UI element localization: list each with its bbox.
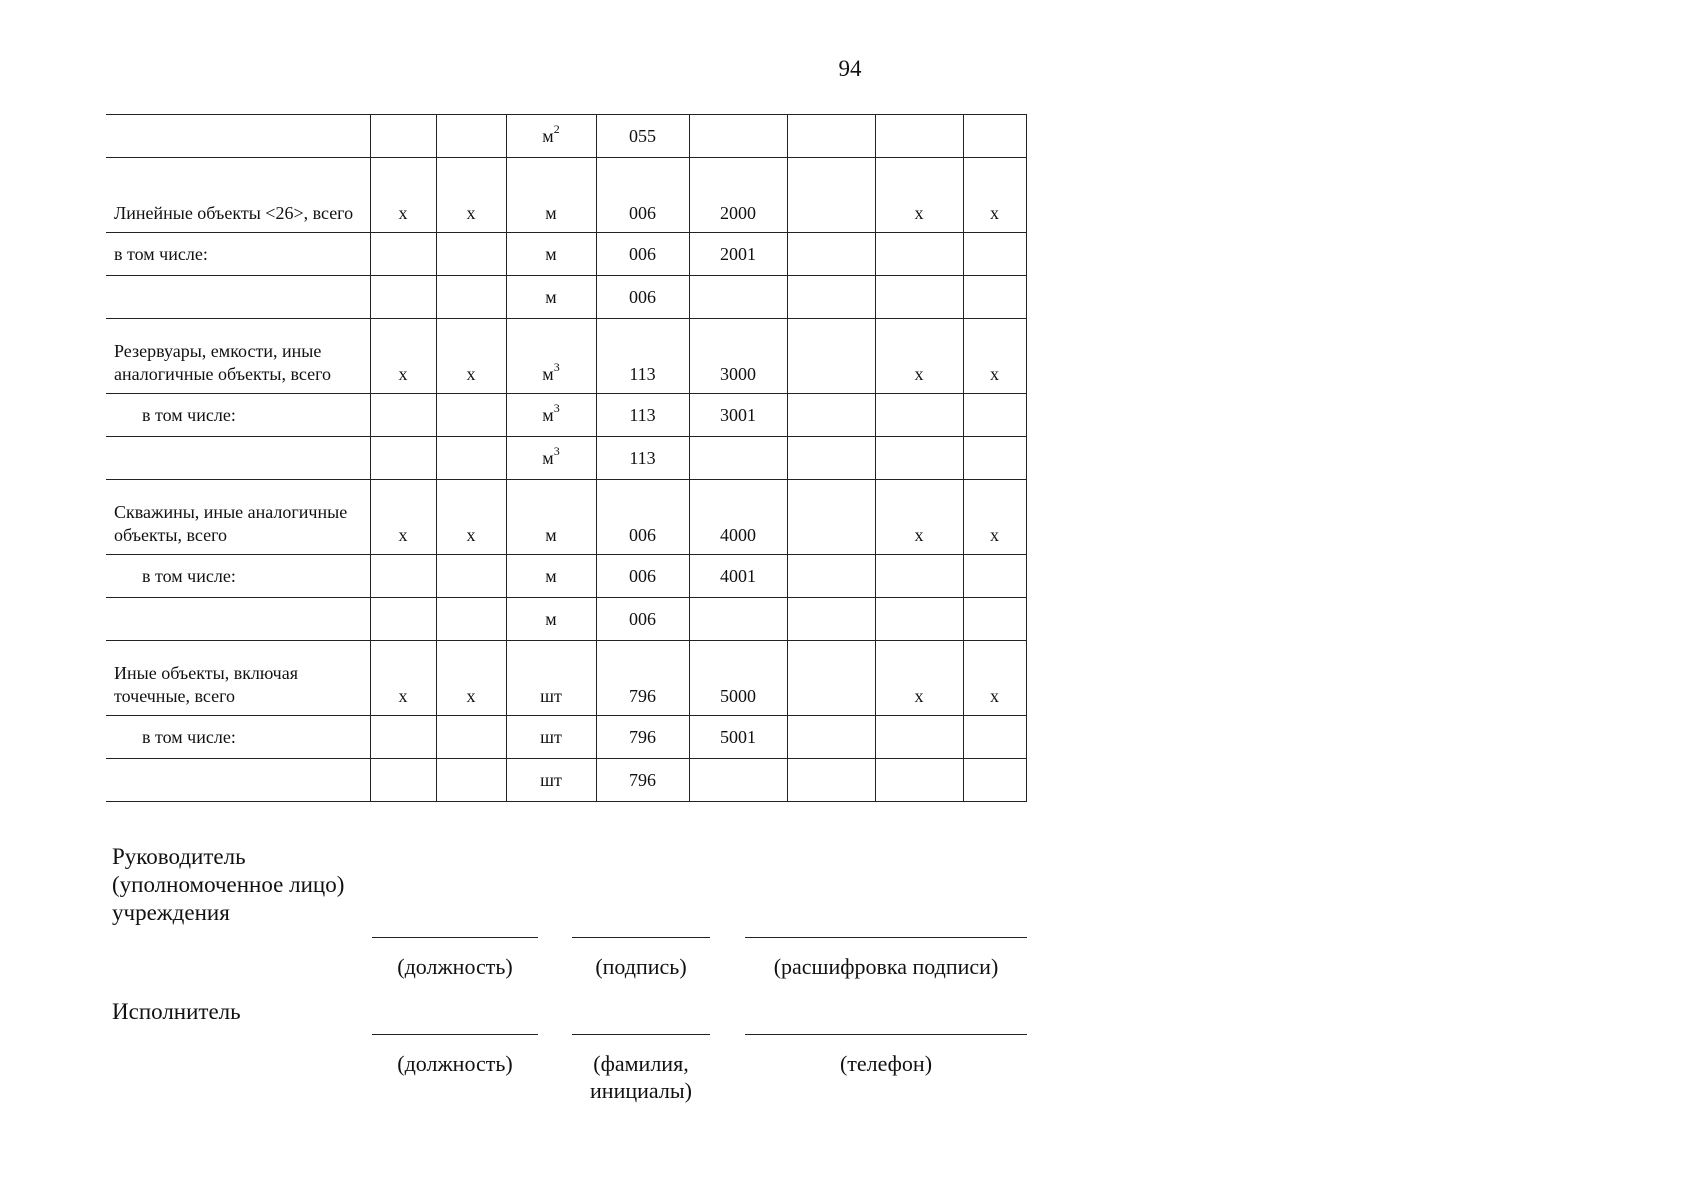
col7-cell: [875, 115, 963, 158]
unit-cell: [506, 437, 596, 480]
col8-cell: [963, 276, 1026, 319]
head-label-line3: учреждения: [112, 900, 230, 925]
col7-cell: [875, 437, 963, 480]
col1-cell: [370, 115, 436, 158]
col8-cell: [963, 716, 1026, 759]
table-row: [106, 555, 1026, 598]
okei-cell: 796: [596, 716, 689, 759]
unit-text: м: [545, 202, 557, 223]
table-row: [106, 158, 1026, 233]
col6-cell: [787, 276, 875, 319]
unit-text: м: [542, 125, 554, 146]
name-cell: в том числе:: [106, 233, 370, 276]
table-row: [106, 716, 1026, 759]
col7-cell: [875, 598, 963, 641]
name-cell: [106, 115, 370, 158]
unit-cell: [506, 233, 596, 276]
col7-cell: х: [875, 641, 963, 716]
col6-cell: [787, 158, 875, 233]
table-row: [106, 394, 1026, 437]
col8-cell: [963, 233, 1026, 276]
head-position-line[interactable]: [372, 937, 538, 938]
col6-cell: [787, 319, 875, 394]
col8-cell: х: [963, 319, 1026, 394]
col8-cell: [963, 759, 1026, 802]
table-row: [106, 480, 1026, 555]
col1-cell: х: [370, 158, 436, 233]
name-cell: Иные объекты, включая точечные, всего: [106, 641, 370, 716]
col2-cell: [436, 437, 506, 480]
executor-name-caption-line1: (фамилия,: [593, 1051, 689, 1076]
col8-cell: [963, 115, 1026, 158]
col2-cell: х: [436, 480, 506, 555]
col2-cell: [436, 394, 506, 437]
executor-label: Исполнитель: [112, 999, 241, 1024]
col1-cell: [370, 716, 436, 759]
code-cell: 2001: [689, 233, 787, 276]
unit-cell: [506, 641, 596, 716]
table-row: [106, 437, 1026, 480]
code-cell: 5001: [689, 716, 787, 759]
unit-text: шт: [540, 685, 562, 706]
unit-text: м: [545, 608, 557, 629]
name-cell: Скважины, иные аналогичные объекты, всего: [106, 480, 370, 555]
executor-phone-line[interactable]: [745, 1034, 1027, 1035]
col1-cell: [370, 276, 436, 319]
col7-cell: [875, 276, 963, 319]
col7-cell: х: [875, 158, 963, 233]
code-cell: 2000: [689, 158, 787, 233]
unit-cell: [506, 394, 596, 437]
okei-cell: 006: [596, 158, 689, 233]
unit-superscript: 2: [553, 121, 560, 136]
name-cell: в том числе:: [106, 716, 370, 759]
unit-cell: [506, 555, 596, 598]
code-cell: [689, 437, 787, 480]
unit-cell: [506, 598, 596, 641]
code-cell: 3000: [689, 319, 787, 394]
col2-cell: [436, 555, 506, 598]
name-cell: в том числе:: [106, 394, 370, 437]
table-row: [106, 115, 1026, 158]
unit-text: шт: [540, 726, 562, 747]
code-cell: [689, 115, 787, 158]
head-decoding-line[interactable]: [745, 937, 1027, 938]
col6-cell: [787, 394, 875, 437]
head-decoding-caption: (расшифровка подписи): [773, 954, 999, 979]
head-signature-caption: (подпись): [595, 954, 687, 979]
col6-cell: [787, 115, 875, 158]
col2-cell: х: [436, 158, 506, 233]
col2-cell: [436, 233, 506, 276]
unit-text: м: [545, 243, 557, 264]
col8-cell: х: [963, 158, 1026, 233]
col7-cell: [875, 716, 963, 759]
unit-text: м: [545, 565, 557, 586]
col2-cell: [436, 276, 506, 319]
col2-cell: х: [436, 319, 506, 394]
col6-cell: [787, 233, 875, 276]
unit-cell: [506, 480, 596, 555]
name-cell: в том числе:: [106, 555, 370, 598]
okei-cell: 113: [596, 437, 689, 480]
name-cell: [106, 276, 370, 319]
unit-text: м: [545, 524, 557, 545]
head-label-line2: (уполномоченное лицо): [112, 872, 345, 897]
code-cell: [689, 276, 787, 319]
col6-cell: [787, 437, 875, 480]
unit-text: м: [542, 404, 554, 425]
okei-cell: 006: [596, 480, 689, 555]
okei-cell: 113: [596, 394, 689, 437]
table-row: [106, 598, 1026, 641]
okei-cell: 796: [596, 641, 689, 716]
col7-cell: х: [875, 480, 963, 555]
executor-position-caption: (должность): [397, 1051, 513, 1076]
code-cell: [689, 759, 787, 802]
col2-cell: [436, 115, 506, 158]
unit-cell: [506, 115, 596, 158]
unit-cell: [506, 158, 596, 233]
col1-cell: [370, 233, 436, 276]
table-row: [106, 276, 1026, 319]
executor-name-line[interactable]: [572, 1034, 710, 1035]
col2-cell: [436, 598, 506, 641]
col8-cell: [963, 437, 1026, 480]
unit-cell: [506, 276, 596, 319]
col6-cell: [787, 555, 875, 598]
table-row: [106, 641, 1026, 716]
col2-cell: х: [436, 641, 506, 716]
col6-cell: [787, 716, 875, 759]
executor-position-line[interactable]: [372, 1034, 538, 1035]
unit-text: шт: [540, 769, 562, 790]
unit-text: м: [542, 363, 554, 384]
code-cell: 5000: [689, 641, 787, 716]
okei-cell: 796: [596, 759, 689, 802]
objects-table: [106, 114, 1027, 802]
unit-cell: [506, 319, 596, 394]
col7-cell: [875, 759, 963, 802]
code-cell: 4001: [689, 555, 787, 598]
col7-cell: [875, 555, 963, 598]
table-row: [106, 319, 1026, 394]
okei-cell: 006: [596, 276, 689, 319]
unit-text: м: [542, 447, 554, 468]
col8-cell: х: [963, 480, 1026, 555]
col6-cell: [787, 641, 875, 716]
head-label-line1: Руководитель: [112, 844, 246, 869]
col8-cell: [963, 555, 1026, 598]
name-cell: Линейные объекты <26>, всего: [106, 158, 370, 233]
okei-cell: 113: [596, 319, 689, 394]
unit-superscript: 3: [553, 443, 560, 458]
executor-name-caption-line2: инициалы): [590, 1078, 692, 1103]
okei-cell: 006: [596, 598, 689, 641]
col8-cell: [963, 598, 1026, 641]
col6-cell: [787, 480, 875, 555]
col2-cell: [436, 759, 506, 802]
col8-cell: [963, 394, 1026, 437]
page-number: 94: [838, 56, 862, 81]
name-cell: [106, 437, 370, 480]
col1-cell: [370, 759, 436, 802]
head-signature-line[interactable]: [572, 937, 710, 938]
name-cell: [106, 759, 370, 802]
name-cell: Резервуары, емкости, иные аналогичные объекты, всего: [106, 319, 370, 394]
col8-cell: х: [963, 641, 1026, 716]
name-cell: [106, 598, 370, 641]
unit-text: м: [545, 286, 557, 307]
unit-superscript: 3: [553, 359, 560, 374]
unit-cell: [506, 716, 596, 759]
col1-cell: х: [370, 641, 436, 716]
col1-cell: [370, 555, 436, 598]
okei-cell: 055: [596, 115, 689, 158]
code-cell: 4000: [689, 480, 787, 555]
head-position-caption: (должность): [397, 954, 513, 979]
table-row: [106, 759, 1026, 802]
col6-cell: [787, 759, 875, 802]
okei-cell: 006: [596, 233, 689, 276]
col2-cell: [436, 716, 506, 759]
code-cell: [689, 598, 787, 641]
table-row: [106, 233, 1026, 276]
okei-cell: 006: [596, 555, 689, 598]
executor-name-caption: [572, 1050, 710, 1104]
col1-cell: [370, 598, 436, 641]
col7-cell: [875, 233, 963, 276]
col7-cell: х: [875, 319, 963, 394]
head-label: [112, 843, 344, 927]
col7-cell: [875, 394, 963, 437]
col1-cell: х: [370, 319, 436, 394]
unit-cell: [506, 759, 596, 802]
table-body: [106, 115, 1026, 802]
code-cell: 3001: [689, 394, 787, 437]
unit-superscript: 3: [553, 400, 560, 415]
col6-cell: [787, 598, 875, 641]
col1-cell: [370, 437, 436, 480]
executor-phone-caption: (телефон): [839, 1051, 933, 1076]
col1-cell: [370, 394, 436, 437]
col1-cell: х: [370, 480, 436, 555]
